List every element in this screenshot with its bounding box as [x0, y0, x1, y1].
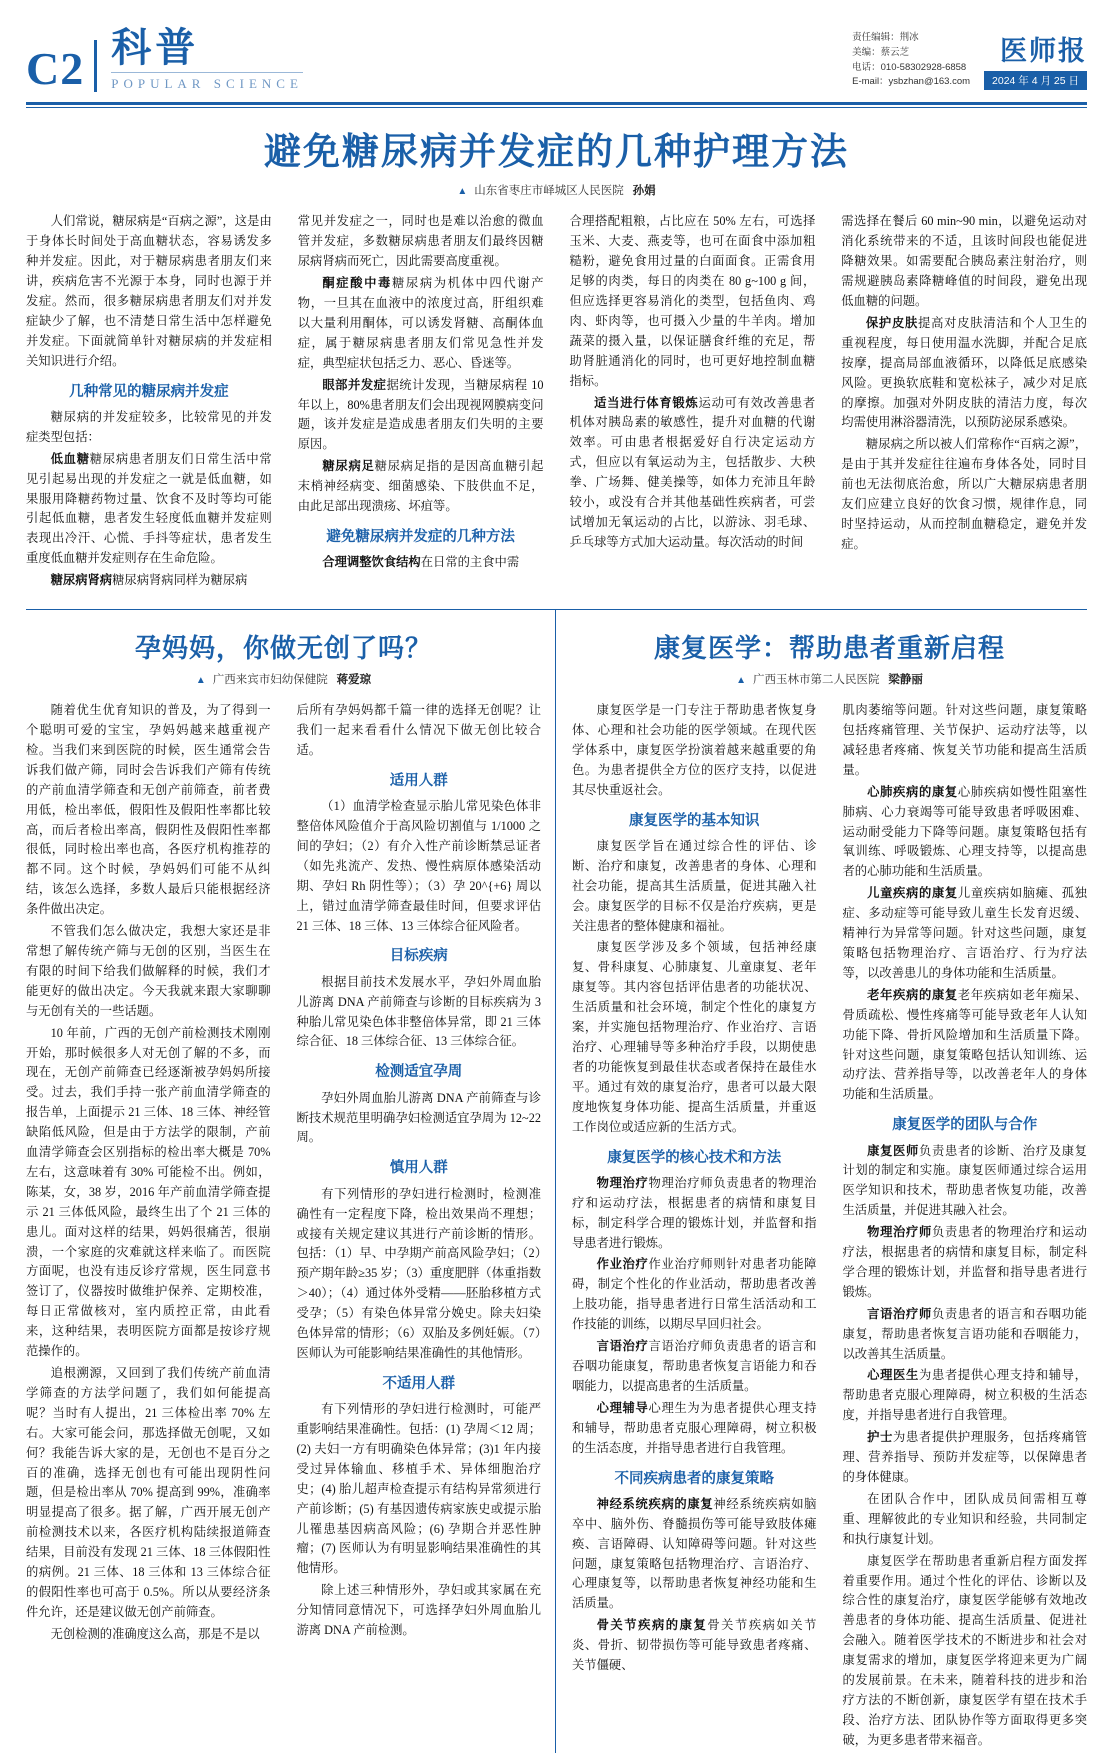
subheading: 几种常见的糖尿病并发症: [69, 383, 229, 400]
paragraph: [298, 376, 544, 456]
term-lead: 言语治疗师: [867, 1306, 932, 1321]
term-lead: 心理辅导: [596, 1400, 649, 1415]
paragraph: 人们常说，糖尿病是“百病之源”，这是由于身体长时间处于高血糖状态，容易诱发多种并发症。因此，对于糖尿病患者朋友们来讲，疾病危害不光源于本身，同时也源于并发症。然而，很多糖尿病患者朋友们对并发症缺少了解，也不清楚日常生活中怎样避免并发症。下面就简单针对糖尿病的并发症相关知识进行介绍。: [26, 214, 272, 368]
subheading: 避免糖尿病并发症的几种方法: [326, 528, 515, 545]
byline-org: 广西来宾市妇幼保健院: [212, 674, 328, 687]
contact-line-editor: 责任编辑：荆冰: [852, 32, 919, 44]
paragraph: 根据目前技术发展水平，孕妇外周血胎儿游离 DNA 产前筛查与诊断的目标疾病为 3 种胎儿常见染色体非整倍体异常，即 21 三体综合征、18 三体综合征、13 三体综合征。: [296, 974, 541, 1049]
article1-column-2: [298, 212, 544, 593]
paragraph: 无创检测的准确度这么高，那是不是以: [50, 1626, 260, 1641]
page-folio: C2: [26, 43, 85, 94]
paragraph: [298, 274, 544, 374]
article-byline: [26, 182, 1087, 198]
paper-name: 医师报: [1000, 36, 1087, 67]
paragraph-body: 负责患者的诊断、治疗及康复计划的制定和实施。康复医师通过综合运用医学知识和技术，帮助患者恢复功能，改善生活质量，并促进其融入社会。: [842, 1143, 1087, 1218]
term-lead: 作业治疗: [596, 1257, 649, 1272]
paragraph-body: 提高对皮肤清洁和个人卫生的重视程度，每日使用温水洗脚，并配合足底按摩，提高局部血液循环，以降低足底感染风险。更换软底鞋和宽松袜子，减少对足底的摩擦。加强对外阴皮肤的清洁力度，每次均需使用淋浴器清洗，以预防泌尿系感染。: [841, 315, 1087, 430]
paragraph-body: 心肺疾病如慢性阻塞性肺病、心力衰竭等可能导致患者呼吸困难、运动耐受能力下降等问题。康复策略包括有氧训练、呼吸锻炼、心理支持等，以提高患者的心肺功能和生活质量。: [842, 784, 1087, 879]
paragraph: [843, 783, 1088, 883]
term-lead: 眼部并发症: [322, 377, 387, 392]
triangle-icon: ▲: [195, 675, 206, 687]
subheading: 不适用人群: [382, 1375, 455, 1392]
term-lead: 酮症酸中毒: [322, 276, 392, 291]
term-lead: 心理医生: [867, 1368, 919, 1383]
paragraph-body: 糖尿病足指的是因高血糖引起末梢神经病变、细菌感染、下肢供血不足，由此足部出现溃疡、坏疽等。: [297, 459, 544, 514]
term-lead: 心肺疾病的康复: [867, 784, 958, 799]
subheading: 康复医学的核心技术和方法: [607, 1149, 782, 1166]
subheading: 康复医学的基本知识: [629, 812, 760, 829]
subheading: 慎用人群: [389, 1160, 448, 1177]
paragraph: 肌肉萎缩等问题。针对这些问题，康复策略包括疼痛管理、关节保护、运动疗法等，以减轻患者疼痛、恢复关节功能和提高生活质量。: [842, 703, 1087, 777]
paragraph: 常见并发症之一，同时也是难以治愈的微血管并发症，多数糖尿病患者朋友们最终因糖尿病肾病而死亡，因此需要高度重视。: [297, 214, 544, 269]
paragraph: [572, 1616, 817, 1676]
paragraph-body: 骨关节疾病如关节炎、骨折、韧带损伤等可能导致患者疼痛、关节僵硬、: [572, 1618, 817, 1673]
paragraph-body: 糖尿病肾病同样为糖尿病: [112, 573, 248, 588]
paragraph: 合理搭配粗粮，占比应在 50% 左右，可选择玉米、大麦、燕麦等，也可在面食中添加粗糙粉，避免食用过量的白面面食。正需食用足够的肉类，每日的肉类在 80 g~100 g 间，但应选择更容易消化的类型，包括鱼肉、鸡肉、虾肉等，也可摄入少量的牛羊肉。增加蔬菜的摄入量，以保证膳食纤维的充足，帮助肾脏通消化的同时，也可更好地控制血糖指标。: [569, 214, 816, 388]
paragraph: [570, 394, 816, 553]
article1-column-3: [570, 212, 816, 593]
article-byline: [572, 671, 1087, 687]
contact-line-phone: 电话：010-58302928-6858: [852, 61, 967, 73]
paragraph: [572, 1399, 817, 1459]
paragraph: 10 年前，广西的无创产前检测技术刚刚开始，那时候很多人对无创了解的不多，而现在，无创产前筛查已经逐渐被孕妈妈所接受。过去，我们手持一张产前血清学筛查的报告单，上面提示 21 三体、18 三体、神经管缺陷低风险，但是由于方法学的限制，产前血清学筛查会区别指标的检出率大概是 70% 左右，这意味着有 30% 可能检不出。例如，陈某，女，38 岁，2016 年产前血清学筛查提示 21 三体低风险，最终生出了个 21 三体的患儿。面对这样的结果，妈妈很痛苦，很崩溃，一个家庭的灾难就这样来临了。而医院方面呢，也没有违反诊疗常规，医生同意书签订了，仪器按时做维护保养、定期校准，每日正常做核对，室内质控正常，由此看来，这种结果，表明医院方面都是按诊疗规范操作的。: [26, 1025, 271, 1359]
paragraph: 需选择在餐后 60 min~90 min，以避免运动对消化系统带来的不适，且该时间段也能促进降糖效果。如需要配合胰岛素注射治疗，则需规避胰岛素降糖峰值的时间段，避免出现低血糖的问题。: [841, 214, 1087, 309]
paragraph: [298, 553, 544, 573]
issue-date: 2024 年 4 月 25 日: [984, 71, 1087, 90]
contact-line-designer: 美编：蔡云芝: [852, 46, 910, 58]
paragraph: 追根溯源，又回到了我们传统产前血清学筛查的方法学问题了，我们如何能提高呢？当时有人提出，21 三体检出率 70% 左右。大家可能会问，那选择做无创呢，又如何？我能告诉大家的是，无创也不是百分之百的准确，选择无创也有可能出现阴性问题，但是检出率从 70% 提高到 99%，准确率明显提高了很多。据了解，广西开展无创产前检测技术以来，各医疗机构陆续报道筛查结果，目前没有发现 21 三体、18 三体假阳性的病例。21 三体、18 三体和 13 三体综合征的假阳性率也可高于 0.5%。所以从要经济条件允许，还是建议做无创产前筛查。: [26, 1366, 271, 1619]
paragraph: 康复医学涉及多个领域，包括神经康复、骨科康复、心肺康复、儿童康复、老年康复等。其内容包括评估患者的功能状况、生活质量和社会环境，制定个性化的康复方案，并实施包括物理治疗、作业治疗、言语治疗、心理辅导等多种治疗手段，以期使患者的功能恢复到最佳状态或者保持在最佳水平。通过有效的康复治疗，患者可以最大限度地恢复身体功能、提高生活质量，并重返工作岗位或适应新的生活方式。: [572, 940, 817, 1134]
paragraph-body: 在日常的主食中需: [420, 555, 520, 570]
paragraph: [843, 1366, 1088, 1426]
term-lead: 言语治疗: [596, 1339, 649, 1354]
term-lead: 物理治疗师: [867, 1225, 932, 1240]
subheading: 检测适宜孕周: [375, 1064, 463, 1081]
paragraph: 有下列情形的孕妇进行检测时，可能严重影响结果准确性。包括：(1) 孕周＜12 周；(2) 夫妇一方有明确染色体异常；(3)1 年内接受过异体输血、移植手术、异体细胞治疗史；(4) 胎儿超声检查提示有结构异常须进行产前诊断；(5) 有基因遗传病家族史或提示胎儿罹患基因病高风险；(6) 孕期合并恶性肿瘤；(7) 医师认为有明显影响结果准确性的其他情形。: [296, 1402, 541, 1576]
lower-articles: [0, 610, 1113, 1753]
article-prenatal: [26, 610, 556, 1753]
paragraph-body: 运动可有效改善患者机体对胰岛素的敏感性，提升对血糖的代谢效率。可由患者根据爱好自行决定运动方式，但应以有氧运动为主，包括散步、大秧拳、广场舞、健美操等，如体力充沛且年龄较小，或没有合并其他基础性疾病者，可尝试增加无氧运动的占比，以游泳、羽毛球、乒乓球等方式加大运动量。每次活动的时间: [569, 395, 816, 549]
term-lead: 低血糖: [50, 451, 90, 466]
paragraph-body: 心理生为为患者提供心理支持和辅导，帮助患者克服心理障碍，树立积极的生活态度，并指导患者进行自我管理。: [572, 1400, 817, 1455]
article-byline: [26, 671, 541, 687]
subheading: 不同疾病患者的康复策略: [614, 1470, 774, 1487]
article-headline: 孕妈妈，你做无创了吗？: [134, 633, 432, 664]
term-lead: 老年疾病的康复: [867, 987, 958, 1002]
paragraph: 康复医学是一门专注于帮助患者恢复身体、心理和社会功能的医学领域。在现代医学体系中，康复医学扮演着越来越重要的角色。为患者提供全方位的医疗支持，以促进其尽快重返社会。: [572, 703, 817, 797]
paragraph-body: 糖尿病患者朋友们日常生活中常见引起易出现的并发症之一就是低血糖，如果服用降糖药物过量、饮食不及时等均可能引起低血糖，患者发生轻度低血糖并发症则表现出冷汗、心慌、手抖等症状，患者发生重度低血糖并发症则存在生命危险。: [26, 451, 272, 566]
byline-org: 广西玉林市第二人民医院: [752, 674, 880, 687]
paragraph: 除上述三种情形外，孕妇或其家属在充分知情同意情况下，可选择孕妇外周血胎儿游离 DNA 产前检测。: [296, 1583, 541, 1638]
paragraph-body: 负责患者的物理治疗和运动疗法，根据患者的病情和康复目标，制定科学合理的锻炼计划，并监督和指导患者进行锻炼。: [842, 1225, 1087, 1299]
paragraph-body: 负责患者的语言和吞咽功能康复，帮助患者恢复言语功能和吞咽能力，以改善其生活质量。: [842, 1306, 1087, 1361]
paragraph: 糖尿病之所以被人们常称作“百病之源”，是由于其并发症往往遍布身体各处，同时目前也无法彻底治愈，所以广大糖尿病患者朋友们应建立良好的饮食习惯，规律作息，同时坚持运动，从而控制血糖稳定，避免并发症。: [841, 437, 1087, 551]
term-lead: 康复医师: [867, 1143, 919, 1158]
paragraph: 不管我们怎么做决定，我想大家还是非常想了解传统产筛与无创的区别，当医生在有限的时间下给我们做解释的时候，我们才能更好的做出决定。今天我就来跟大家聊聊与无创有关的一些话题。: [26, 924, 271, 1018]
paragraph: 在团队合作中，团队成员间需相互尊重、理解彼此的专业知识和经验，共同制定和执行康复计划。: [842, 1491, 1087, 1546]
subheading: 康复医学的团队与合作: [892, 1117, 1038, 1134]
article-rehabilitation: [556, 610, 1087, 1753]
term-lead: 骨关节疾病的康复: [596, 1618, 708, 1633]
paragraph: [843, 1428, 1088, 1488]
paragraph: [843, 1305, 1088, 1365]
term-lead: 神经系统疾病的康复: [596, 1496, 714, 1511]
section-name-cn: 科普: [111, 26, 200, 70]
term-lead: 物理治疗: [596, 1175, 649, 1190]
editor-contact-block: [852, 31, 970, 90]
paragraph: [843, 884, 1088, 984]
paragraph: [572, 1495, 817, 1614]
paragraph-body: 为患者提供护理服务，包括疼痛管理、营养指导、预防并发症等，以保障患者的身体健康。: [842, 1430, 1087, 1485]
term-lead: 儿童疾病的康复: [867, 886, 958, 901]
paragraph: 康复医学旨在通过综合性的评估、诊断、治疗和康复，改善患者的身体、心理和社会功能，提高其生活质量，促进其融入社会。康复医学的目标不仅是治疗疾病，更是关注患者的整体健康和福祉。: [572, 838, 817, 933]
paper-brand: [984, 37, 1087, 90]
article-headline: 康复医学：帮助患者重新启程: [653, 633, 1005, 664]
paragraph-body: 作业治疗师则针对患者功能障碍，制定个性化的作业活动，帮助患者改善上肢功能，指导患者进行日常生活活动和工作技能的训练，以期尽早回归社会。: [572, 1257, 817, 1332]
paragraph: 孕妇外周血胎儿游离 DNA 产前筛查与诊断技术规范里明确孕妇检测适宜孕周为 12~22 周。: [296, 1090, 541, 1145]
contact-line-email: E-mail：ysbzhan@163.com: [852, 76, 971, 88]
paragraph: [843, 1223, 1088, 1303]
folio-divider: [94, 40, 97, 92]
article1-column-4: [841, 212, 1087, 593]
paragraph-body: 儿童疾病如脑瘫、孤独症、多动症等可能导致儿童生长发育迟缓、精神行为异常等问题。针对这些问题，康复策略包括物理治疗、言语治疗、行为疗法等，以改善患儿的身体功能和生活质量。: [842, 886, 1087, 980]
section-name-en: POPULAR SCIENCE: [111, 72, 303, 92]
article2-column-1: [26, 701, 271, 1647]
masthead-rule-thin: [26, 107, 1087, 108]
paragraph: [572, 1255, 817, 1335]
byline-org: 山东省枣庄市峄城区人民医院: [474, 185, 624, 198]
paragraph: [572, 1337, 817, 1397]
subheading: 目标疾病: [389, 948, 448, 965]
paragraph-body: 糖尿病为机体中四代谢产物，一旦其在血液中的浓度过高，肝组织难以大量利用酮体，可以诱发肾糖、高酮体血症，属于糖尿病患者朋友们常见急性并发症，典型症状包括乏力、恶心、昏迷等。: [297, 276, 544, 370]
article1-column-1: [26, 212, 272, 593]
masthead: [0, 0, 1113, 98]
masthead-rule-thick: [26, 102, 1087, 105]
paragraph: [298, 457, 544, 517]
subheading: 适用人群: [389, 772, 448, 789]
paragraph: [26, 450, 272, 569]
term-lead: 保护皮肤: [865, 315, 919, 330]
article2-column-2: [297, 701, 542, 1647]
article3-column-2: [843, 701, 1088, 1753]
term-lead: 护士: [867, 1430, 894, 1445]
paragraph: [26, 571, 272, 591]
paragraph: 糖尿病的并发症较多，比较常见的并发症类型包括：: [26, 409, 272, 444]
triangle-icon: ▲: [457, 186, 468, 198]
paragraph-body: 物理治疗师负责患者的物理治疗和运动疗法，根据患者的病情和康复目标，制定科学合理的锻炼计划，并监督和指导患者进行锻炼。: [572, 1175, 817, 1250]
paragraph-body: 老年疾病如老年痴呆、骨质疏松、慢性疼痛等可能导致老年人认知功能下降、骨折风险增加和生活质量下降。针对这些问题，康复策略包括认知训练、运动疗法、营养指导等，以改善老年人的身体功能和生活质量。: [842, 987, 1087, 1102]
term-lead: 糖尿病肾病: [50, 573, 113, 588]
paragraph: [843, 1142, 1088, 1222]
section-title: [111, 28, 303, 92]
byline-author: 孙娟: [632, 185, 656, 198]
paragraph: [841, 314, 1087, 433]
paragraph: 后所有孕妈妈都千篇一律的选择无创呢？让我们一起来看看什么情况下做无创比较合适。: [296, 703, 541, 757]
term-lead: 合理调整饮食结构: [322, 555, 421, 570]
byline-author: 蒋爱琼: [336, 674, 372, 687]
article-headline: 避免糖尿病并发症的几种护理方法: [264, 131, 849, 172]
triangle-icon: ▲: [736, 675, 747, 687]
article3-column-1: [572, 701, 817, 1753]
paragraph-body: 言语治疗师负责患者的语言和吞咽功能康复，帮助患者恢复言语能力和吞咽能力，以提高患者的生活质量。: [572, 1339, 817, 1393]
paragraph: [572, 1174, 817, 1254]
term-lead: 糖尿病足: [322, 459, 375, 474]
term-lead: 适当进行体育锻炼: [594, 395, 699, 410]
paragraph-body: 据统计发现，当糖尿病程 10 年以上，80%患者朋友们会出现视网膜病变问题，该并发症是造成患者朋友们失明的主要原因。: [297, 377, 544, 452]
article-diabetes: [0, 130, 1113, 593]
paragraph-body: 神经系统疾病如脑卒中、脑外伤、脊髓损伤等可能导致肢体瘫痪、言语障碍、认知障碍等问题。针对这些问题，康复策略包括物理治疗、言语治疗、心理康复等，以帮助患者恢复神经功能和生活质量。: [572, 1496, 817, 1611]
paragraph: 随着优生优育知识的普及，为了得到一个聪明可爱的宝宝，孕妈妈越来越重视产检。当我们来到医院的时候，医生通常会告诉我们做产筛，同时会告诉我们产筛有传统的产前血清学筛查和无创产前筛查，前者费用低，检出率低，假阳性及假阳性率都比较高，而后者检出率高，假阴性及假阳性率都很低，同时检出率也高，各医疗机构推荐的都不同。这个时候，孕妈妈们可能不从纠结，该怎么选择，多数人最后只能根据经济条件做出决定。: [26, 703, 271, 917]
paragraph: [843, 986, 1088, 1105]
paragraph: 康复医学在帮助患者重新启程方面发挥着重要作用。通过个性化的评估、诊断以及综合性的康复治疗，康复医学能够有效地改善患者的身体功能、提高生活质量、促进社会融入。随着医学技术的不断进步和社会对康复需求的增加，康复医学将迎来更为广阔的发展前景。在未来，随着科技的进步和治疗方法的不断创新，康复医学有望在技术手段、治疗方法、团队协作等方面取得更多突破，为更多患者带来福音。: [842, 1553, 1087, 1747]
paragraph-body: 为患者提供心理支持和辅导，帮助患者克服心理障碍，树立积极的生活态度，并指导患者进行自我管理。: [842, 1368, 1087, 1423]
paragraph: （1）血清学检查显示胎儿常见染色体非整倍体风险值介于高风险切割值与 1/1000 之间的孕妇；（2）有介入性产前诊断禁忌证者（如先兆流产、发热、慢性病原体感染活动期、孕妇 Rh 阴性等）；（3）孕 20^{+6} 周以上，错过血清学筛查最佳时间，但要求评估 21 三体、18 三体、13 三体综合征风险者。: [296, 799, 541, 933]
byline-author: 梁静丽: [888, 674, 923, 687]
paragraph: 有下列情形的孕妇进行检测时，检测准确性有一定程度下降，检出效果尚不理想；或接有关规定建议其进行产前诊断的情形。包括：（1）早、中孕期产前高风险孕妇；（2）预产期年龄≥35 岁；（3）重度肥胖（体重指数＞40）；（4）通过体外受精——胚胎移植方式受孕；（5）有染色体异常分娩史。除夫妇染色体异常的情形；（6）双胎及多例妊娠。（7）医师认为可能影响结果准确性的其他情形。: [296, 1186, 541, 1360]
